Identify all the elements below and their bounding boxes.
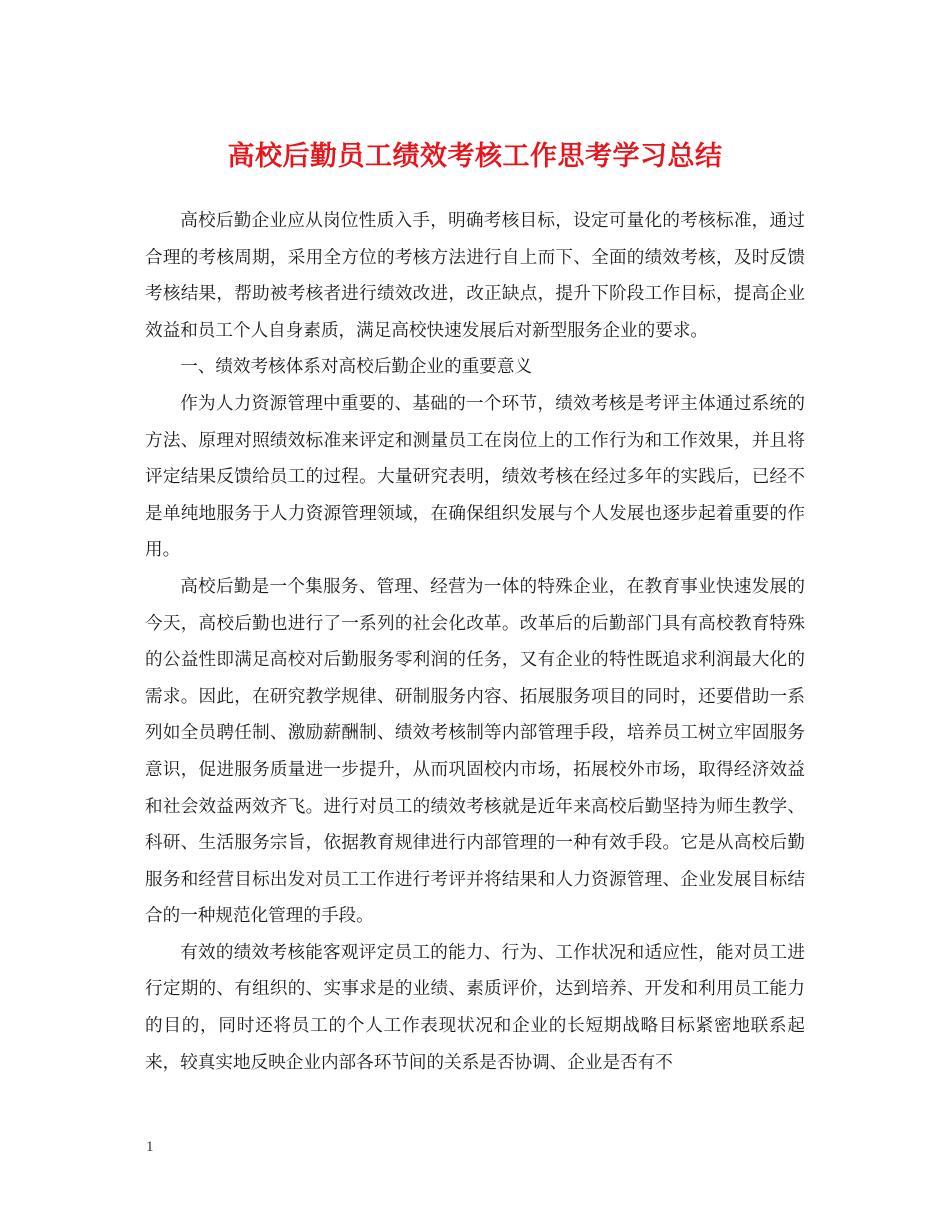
paragraph-intro: 高校后勤企业应从岗位性质入手，明确考核目标，设定可量化的考核标准，通过合理的考核周期，采用全方位的考核方法进行自上而下、全面的绩效考核，及时反馈考核结果，帮助被考核者进行绩效改进，改正缺点，提升下阶段工作目标，提高企业效益和员工个人自身素质，满足高校快速发展后对新型服务企业的要求。 xyxy=(145,211,805,341)
paragraph: 高校后勤是一个集服务、管理、经营为一体的特殊企业，在教育事业快速发展的今天，高校后勤也进行了一系列的社会化改革。改革后的后勤部门具有高校教育特殊的公益性即满足高校对后勤服务零利润的任务，又有企业的特性既追求利润最大化的需求。因此，在研究教学规律、研制服务内容、拓展服务项目的同时，还要借助一系列如全员聘任制、激励薪酬制、绩效考核制等内部管理手段，培养员工树立牢固服务意识，促进服务质量进一步提升，从而巩固校内市场，拓展校外市场，取得经济效益和社会效益两效齐飞。进行对员工的绩效考核就是近年来高校后勤坚持为师生教学、科研、生活服务宗旨，依据教育规律进行内部管理的一种有效手段。它是从高校后勤服务和经营目标出发对员工工作进行考评并将结果和人力资源管理、企业发展目标结合的一种规范化管理的手段。 xyxy=(145,576,805,927)
document-title: 高校后勤员工绩效考核工作思考学习总结 xyxy=(227,141,723,172)
paragraph: 作为人力资源管理中重要的、基础的一个环节，绩效考核是考评主体通过系统的方法、原理对照绩效标准来评定和测量员工在岗位上的工作行为和工作效果，并且将评定结果反馈给员工的过程。大量研究表明，绩效考核在经过多年的实践后，已经不是单纯地服务于人力资源管理领域，在确保组织发展与个人发展也逐步起着重要的作用。 xyxy=(145,393,805,561)
document-body xyxy=(145,203,805,1081)
page-number: 1 xyxy=(146,1139,154,1155)
paragraph: 有效的绩效考核能客观评定员工的能力、行为、工作状况和适应性，能对员工进行定期的、有组织的、实事求是的业绩、素质评价，达到培养、开发和利用员工能力的目的，同时还将员工的个人工作表现状况和企业的长短期战略目标紧密地联系起来，较真实地反映企业内部各环节间的关系是否协调、企业是否有不 xyxy=(145,942,805,1073)
section-heading: 一、绩效考核体系对高校后勤企业的重要意义 xyxy=(180,357,533,378)
